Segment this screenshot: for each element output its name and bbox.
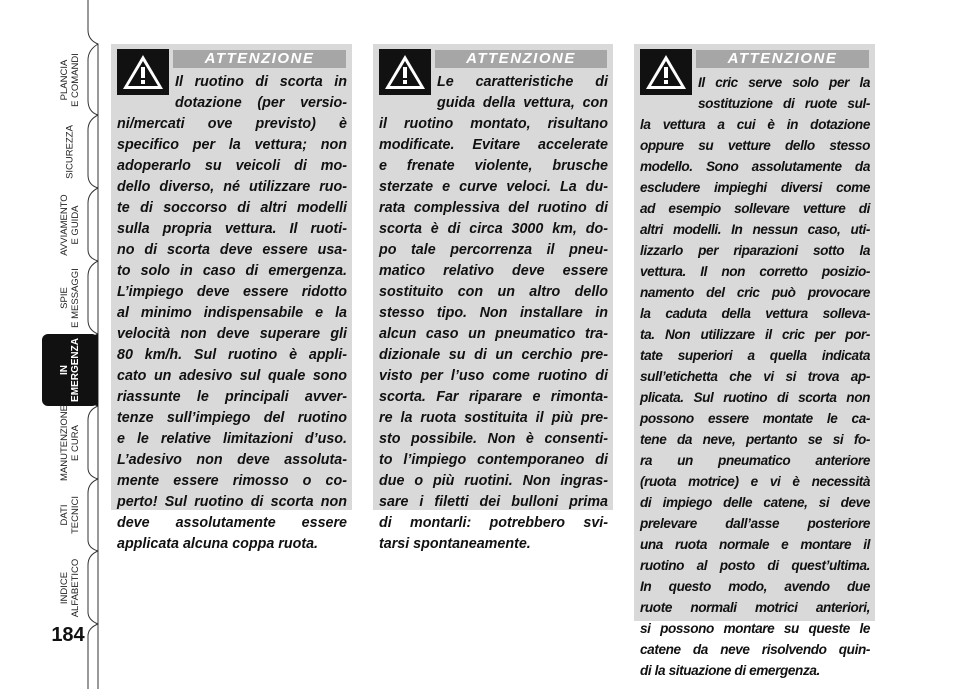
text-line: dello diverso, né utilizzare ruo-: [117, 179, 347, 195]
text-line: e frenate violente, brusche: [379, 158, 608, 174]
tab-avviamento-e-guida[interactable]: AVVIAMENTO E GUIDA: [59, 193, 81, 256]
warning-text: [640, 72, 870, 681]
warning-heading: ATTENZIONE: [173, 50, 346, 68]
text-line: oppure su vetture dello stesso: [640, 138, 870, 153]
text-line: ni/mercati ove previsto) è: [117, 116, 347, 132]
text-line: ruotino al posto di quest’ultima.: [640, 558, 870, 573]
text-line: no di scorta deve essere usa-: [117, 242, 347, 258]
text-line: to solo in caso di emergenza.: [117, 263, 347, 279]
text-line: sull’etichetta che vi si trova ap-: [640, 369, 870, 384]
text-line: modello. Sono assolutamente da: [640, 159, 870, 174]
text-line: vettura. Il non corretto posizio-: [640, 264, 870, 279]
text-line: sostituito con un altro dello: [379, 284, 608, 300]
text-line: sostituzione di ruote sul-: [698, 96, 870, 111]
text-line: rata complessiva del ruotino di: [379, 200, 608, 216]
tab-in-emergenza[interactable]: IN EMERGENZA: [59, 338, 81, 402]
text-line: scorta è di circa 3000 km, do-: [379, 221, 608, 237]
text-line: una ruota normale e montare il: [640, 537, 870, 552]
text-line: sare i filetti dei bulloni prima: [379, 494, 608, 510]
text-line: guida della vettura, con: [437, 95, 608, 111]
text-line: cato un adesivo sul quale sono: [117, 368, 347, 384]
text-line: In questo modo, avendo due: [640, 579, 870, 594]
tab-plancia-e-comandi[interactable]: PLANCIA E COMANDI: [59, 52, 81, 107]
text-line: lizzarlo per riparazioni sotto la: [640, 243, 870, 258]
text-line: tarsi spontaneamente.: [379, 536, 531, 552]
text-line: sto possibile. Non è consenti-: [379, 431, 608, 447]
text-line: scorta. Far riparare e rimonta-: [379, 389, 608, 405]
text-line: di la situazione di emergenza.: [640, 663, 820, 678]
text-line: dizionale su di un cerchio pre-: [379, 347, 608, 363]
text-line: tate superiori a quella indicata: [640, 348, 870, 363]
text-line: ra un pneumatico anteriore: [640, 453, 870, 468]
text-line: ta. Non utilizzare il cric per por-: [640, 327, 870, 342]
tab-sicurezza[interactable]: SICUREZZA: [64, 124, 76, 179]
text-line: po tale percorrenza il pneu-: [379, 242, 608, 258]
text-line: possono essere montate le ca-: [640, 411, 870, 426]
text-line: e le relative limitazioni d’uso.: [117, 431, 347, 447]
text-line: due o più ruotini. Non ingras-: [379, 473, 608, 489]
text-line: te di soccorso di altri modelli: [117, 200, 347, 216]
tab-manutenzione-e-cura[interactable]: MANUTENZIONE E CURA: [59, 404, 81, 481]
text-line: tenze sull’impiego del ruotino: [117, 410, 347, 426]
text-line: matico relativo deve essere: [379, 263, 608, 279]
text-line: ruote normali motrici anteriori,: [640, 600, 870, 615]
text-line: sulla propria vettura. Il ruoti-: [117, 221, 347, 237]
text-line: (ruota motrice) e vi è necessità: [640, 474, 870, 489]
text-line: mente essere rimosso o co-: [117, 473, 347, 489]
text-line: tene da neve, pertanto se si fo-: [640, 432, 870, 447]
warning-box-driving-characteristics: [373, 44, 613, 552]
text-line: riassunte le principali avver-: [117, 389, 347, 405]
text-line: specifico per la vettura; non: [117, 137, 347, 153]
text-line: Il cric serve solo per la: [698, 75, 870, 90]
warning-heading: ATTENZIONE: [435, 50, 607, 68]
text-line: applicata alcuna coppa ruota.: [117, 536, 319, 552]
text-line: sterzate e curve veloci. La du-: [379, 179, 608, 195]
warning-heading: ATTENZIONE: [696, 50, 869, 68]
warning-box-spare-wheel: [111, 44, 352, 552]
text-line: si possono montare su queste le: [640, 621, 870, 636]
text-line: la vettura a cui è in dotazione: [640, 117, 870, 132]
text-line: dotazione (per versio-: [175, 95, 347, 111]
text-line: Il ruotino di scorta in: [175, 74, 347, 90]
text-line: perto! Sul ruotino di scorta non: [117, 494, 347, 510]
tab-dati-tecnici[interactable]: DATI TECNICI: [59, 496, 81, 534]
text-line: adoperarlo su veicoli di mo-: [117, 158, 347, 174]
text-line: namento del cric può provocare: [640, 285, 870, 300]
text-line: stesso tipo. Non installare in: [379, 305, 608, 321]
text-line: 80 km/h. Sul ruotino è appli-: [117, 347, 347, 363]
warning-box-jack: [634, 44, 875, 678]
text-line: catene da neve risolvendo quin-: [640, 642, 870, 657]
text-line: il ruotino montato, risultano: [379, 116, 608, 132]
text-line: al minimo indispensabile e la: [117, 305, 347, 321]
text-line: la caduta della vettura solleva-: [640, 306, 870, 321]
text-line: alcun caso un pneumatico tra-: [379, 326, 608, 342]
text-line: re la ruota sostituita il più pre-: [379, 410, 608, 426]
warning-text: [117, 72, 347, 555]
tab-spie-e-messaggi[interactable]: SPIE E MESSAGGI: [59, 267, 81, 328]
text-line: deve assolutamente essere: [117, 515, 347, 531]
text-line: L’impiego deve essere ridotto: [117, 284, 347, 300]
text-line: escludere impieghi diversi come: [640, 180, 870, 195]
text-line: ad esempio sollevare vetture di: [640, 201, 870, 216]
text-line: Le caratteristiche di: [437, 74, 608, 90]
text-line: modificate. Evitare accelerate: [379, 137, 608, 153]
text-line: di impiego delle catene, si deve: [640, 495, 870, 510]
text-line: altri modelli. In nessun caso, uti-: [640, 222, 870, 237]
text-line: plicata. Sul ruotino di scorta non: [640, 390, 870, 405]
chapter-tab-strip: [0, 0, 104, 689]
text-line: L’adesivo non deve assoluta-: [117, 452, 347, 468]
tab-indice-alfabetico[interactable]: INDICE ALFABETICO: [59, 558, 81, 617]
text-line: to l’impiego contemporaneo di: [379, 452, 608, 468]
page-number: 184: [51, 624, 85, 646]
text-line: visto per l’uso come ruotino di: [379, 368, 608, 384]
text-line: velocità non deve superare gli: [117, 326, 347, 342]
text-line: di montarli: potrebbero svi-: [379, 515, 608, 531]
text-line: prelevare dall’asse posteriore: [640, 516, 870, 531]
warning-text: [379, 72, 608, 555]
